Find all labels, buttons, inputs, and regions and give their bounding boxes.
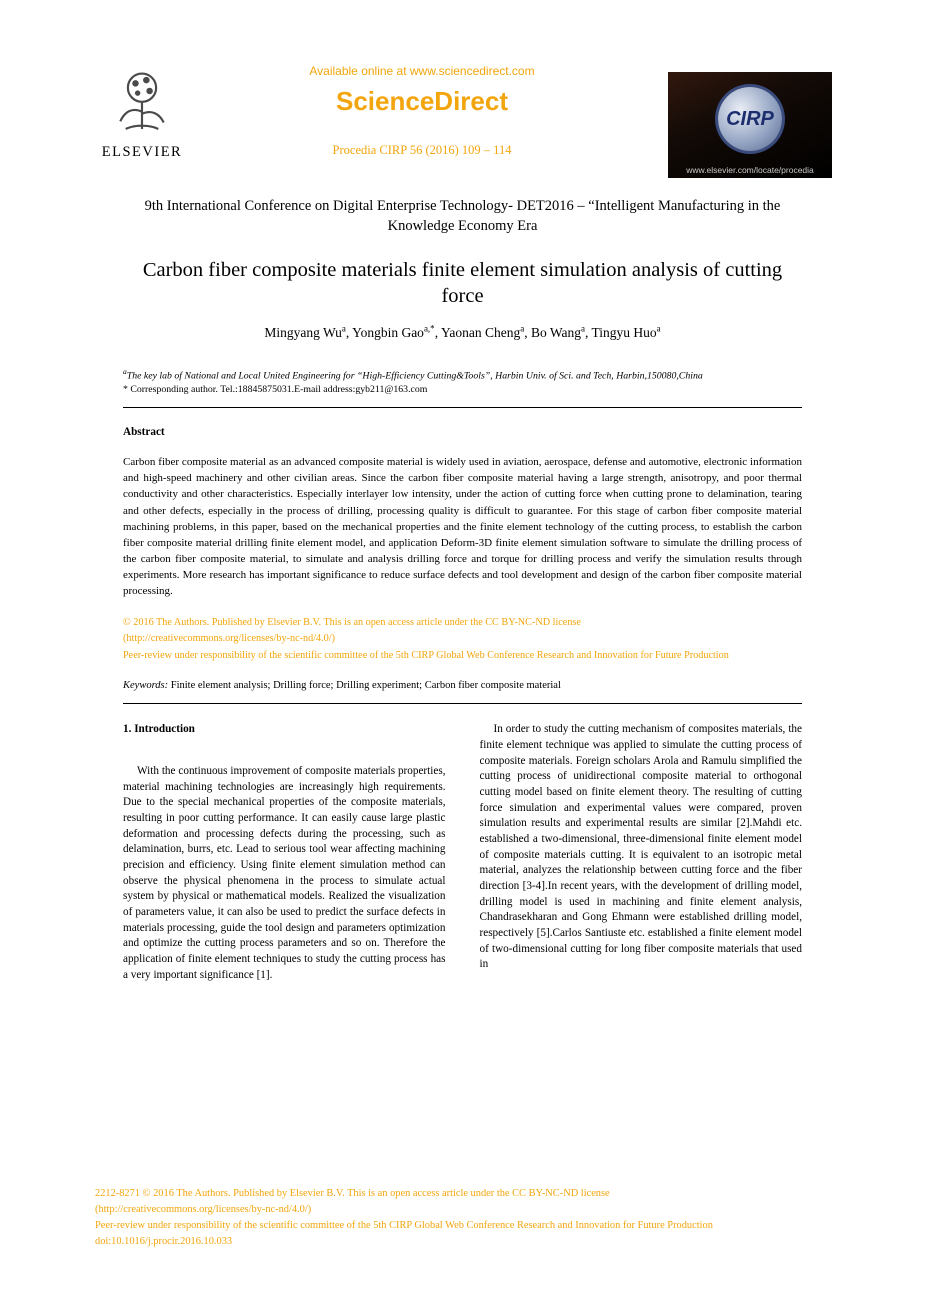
right-column xyxy=(480,722,803,973)
intro-paragraph: With the continuous improvement of composite materials properties, material machining technologies are increasingly high requirements. Due to the special mechanical properties of the composite materials, resulting in poor cutting performance. It can easily cause large plastic deformation and processing defects during the processing, such as delamination, burrs, etc. Lead to serious tool wear affecting machining precision and efficiency. Using finite element simulation method can observe the physical phenomena in the process to simulate actual system by physical or mathematical models. Realized the visualization of parameters value, it can also be used to predict the surface defects in materials processing, guide the tool design and parameters optimization and optimize the cutting process parameters and so on. Therefore the application of finite element techniques to study the cutting process has a very important significance [1]. xyxy=(123,765,446,981)
creativecommons-link[interactable]: (http://creativecommons.org/licenses/by-nc-nd/4.0/) xyxy=(123,633,335,645)
header-center xyxy=(252,64,592,158)
available-online-text: Available online at www.sciencedirect.com xyxy=(309,64,535,78)
abstract-heading: Abstract xyxy=(123,426,165,439)
license-line: © 2016 The Authors. Published by Elsevier B.V. This is an open access article under the CC BY-NC-ND license xyxy=(123,616,581,628)
left-column xyxy=(123,722,446,983)
divider-keywords xyxy=(123,703,802,704)
corresponding-author-note: * Corresponding author. Tel.:18845875031.E-mail address:gyb211@163.com xyxy=(123,384,428,396)
body-columns xyxy=(123,722,802,983)
footer-creativecommons-link[interactable]: (http://creativecommons.org/licenses/by-nc-nd/4.0/) xyxy=(95,1204,312,1216)
footer-issn-line: 2212-8271 © 2016 The Authors. Published by Elsevier B.V. This is an open access article under the CC BY-NC-ND license xyxy=(95,1188,610,1199)
paper-title: Carbon fiber composite materials finite element simulation analysis of cutting force xyxy=(142,258,783,308)
author: Yaonan Cheng$^a$, xyxy=(440,323,531,341)
section-heading-introduction: 1. Introduction xyxy=(123,723,195,736)
peer-review-line: Peer-review under responsibility of the scientific committee of the 5th CIRP Global Web Conference Research and Innovation for Future Production xyxy=(123,649,729,661)
conference-title: 9th International Conference on Digital Enterprise Technology- DET2016 – “Intelligent Manufacturing in the Knowledge Economy Era xyxy=(144,198,781,235)
license-block xyxy=(123,615,802,665)
abstract-text: Carbon fiber composite material as an advanced composite material is widely used in aviation, aerospace, defense and automotive, electronic information and high-speed machinery and other civilian areas. Since the carbon fiber composite material having a large strength, anisotropy, and poor thermal conductivity and other characteristics. Especially interlayer low intensity, under the action of cutting force when cutting prone to delamination, tearing and other defects, especially in the process of drilling, processing quality is difficult to guarantee. For this stage of carbon fiber composite material machining problems, in this paper, based on the mechanical properties and the finite element technology of the cutting process, to establish the carbon fiber composite material drilling finite element model, and application Deform-3D finite element simulation software to simulate the drilling process of the carbon fiber composite material, to simulate and analysis drilling force and torque for drilling process and verify the simulation results through experiments. More research has important significance to reduce surface defects and tool development and design of the carbon fiber composite material processing. xyxy=(123,456,802,597)
divider-top xyxy=(123,407,802,408)
authors-line xyxy=(123,324,802,342)
elsevier-tree-icon xyxy=(109,66,175,142)
elsevier-logo xyxy=(92,66,192,161)
cirp-logo-icon: CIRP xyxy=(718,87,782,151)
author: Yongbin Gao$^{a,*}$, xyxy=(352,323,441,341)
journal-reference: Procedia CIRP 56 (2016) 109 – 114 xyxy=(332,143,512,157)
journal-homepage-link[interactable]: www.elsevier.com/locate/procedia xyxy=(686,165,814,175)
page-content xyxy=(123,196,802,983)
affiliation: $^a$The key lab of National and Local United Engineering for “High-Efficiency Cutting&Tools”, Harbin Univ. of Sci. and Tech, Harbin,150080,China xyxy=(123,367,703,382)
elsevier-wordmark: ELSEVIER xyxy=(101,144,183,160)
keywords-label: Keywords: xyxy=(123,680,169,692)
author: Tingyu Huo$^a$ xyxy=(591,323,661,341)
author: Mingyang Wu$^a$, xyxy=(264,323,353,341)
keywords-line xyxy=(123,680,802,691)
body-paragraph-right: In order to study the cutting mechanism of composites materials, the finite element technique was applied to simulate the cutting process of composite materials. Foreign scholars Arola and Ramulu simplified the cutting process of unidirectional composite material to orthogonal cutting model based on finite element theory. The resulting of cutting force simulation and experimental values were compared, proven simulation results and experimental results are similar [2].Mahdi etc. established a two-dimensional, three-dimensional finite element model of composite materials cutting. It is equivalent to an isotropic metal material, analyzes the relationship between cutting force and the fiber direction [3-4].In recent years, with the development of drilling model, drilling model is used in machining and finite element analysis, Chandrasekharan and Gong Ehmann were established drilling model, respectively [5].Carlos Santiuste etc. established a finite element model of two-dimensional cutting for long fiber composite materials that used in xyxy=(479,723,802,971)
keywords-text: Finite element analysis; Drilling force; Drilling experiment; Carbon fiber composite material xyxy=(168,680,561,692)
cirp-journal-cover xyxy=(668,72,832,178)
author: Bo Wang$^a$, xyxy=(530,323,592,341)
sciencedirect-logo: ScienceDirect xyxy=(336,86,508,116)
footer-doi: doi:10.1016/j.procir.2016.10.033 xyxy=(95,1236,233,1248)
footer-peer-review-line: Peer-review under responsibility of the scientific committee of the 5th CIRP Global Web Conference Research and Innovation for Future Production xyxy=(95,1220,713,1232)
footer xyxy=(95,1186,835,1251)
